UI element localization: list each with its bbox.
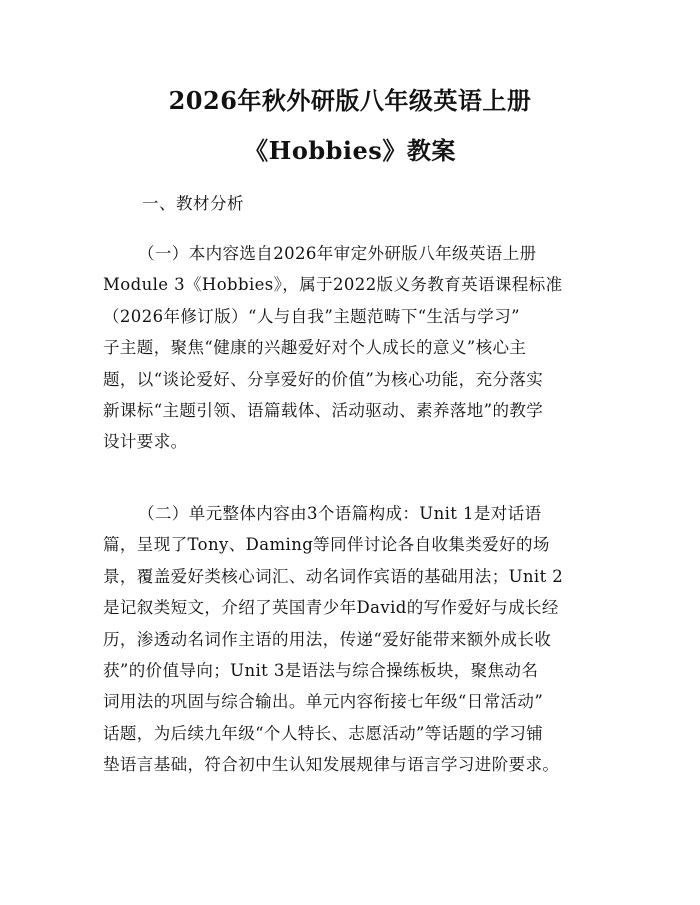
paragraph-line: 新课标“主题引领、语篇载体、活动驱动、素养落地”的教学 (103, 401, 544, 421)
document-title: 2026年秋外研版八年级英语上册 (168, 86, 532, 115)
paragraph-line: 词用法的巩固与综合输出。单元内容衔接七年级“日常活动” (103, 692, 544, 712)
paragraph-line: 是记叙类短文，介绍了英国青少年David的写作爱好与成长经 (103, 598, 559, 618)
paragraph-line: 景，覆盖爱好类核心词汇、动名词作宾语的基础用法；Unit 2 (103, 566, 564, 586)
paragraph-unit-overview (103, 498, 603, 781)
document-subtitle: 《Hobbies》教案 (244, 136, 456, 165)
section-heading: 一、教材分析 (142, 194, 244, 213)
paragraph-line: 获”的价值导向；Unit 3是语法与综合操练板块，聚焦动名 (103, 661, 539, 681)
paragraph-line: 话题，为后续九年级“个人特长、志愿活动”等话题的学习铺 (103, 723, 544, 743)
paragraph-textbook-source (103, 238, 603, 458)
paragraph-line: 篇，呈现了Tony、Daming等同伴讨论各自收集类爱好的场 (103, 535, 550, 555)
paragraph-line: （2026年修订版）“人与自我”主题范畴下“生活与学习” (103, 306, 520, 326)
paragraph-line: 题，以“谈论爱好、分享爱好的价值”为核心功能，充分落实 (103, 369, 544, 389)
paragraph-line: Module 3《Hobbies》，属于2022版义务教育英语课程标准 (103, 275, 563, 295)
paragraph-line: 子主题，聚焦“健康的兴趣爱好对个人成长的意义”核心主 (103, 338, 527, 358)
paragraph-line: 设计要求。 (103, 432, 188, 452)
paragraph-line: 历，渗透动名词作主语的用法，传递“爱好能带来额外成长收 (103, 629, 552, 649)
paragraph-line: 垫语言基础，符合初中生认知发展规律与语言学习进阶要求。 (103, 755, 560, 775)
paragraph-line: （一）本内容选自2026年审定外研版八年级英语上册 (138, 244, 537, 263)
paragraph-line: （二）单元整体内容由3个语篇构成：Unit 1是对话语 (138, 504, 542, 523)
